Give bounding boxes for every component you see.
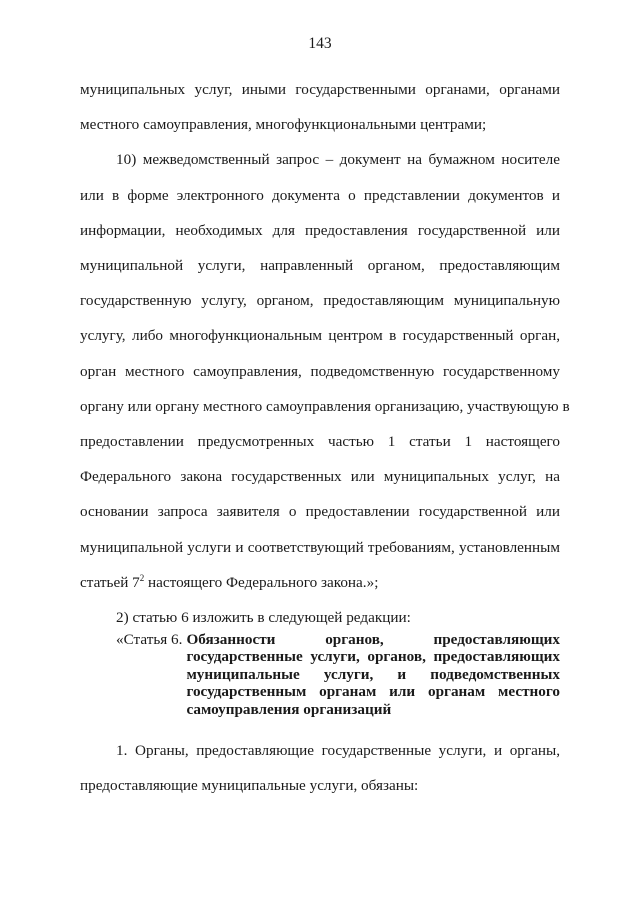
text-line: предоставляющие муниципальные услуги, обязаны: (80, 777, 419, 795)
text-line: муниципальных услуг, иными государственными органами, органами (80, 81, 560, 98)
text-line: орган местного самоуправления, подведомственную государственному (80, 362, 560, 380)
text-line: 2) статью 6 изложить в следующей редакции: (116, 609, 411, 627)
text-line: Федерального закона государственных или муниципальных услуг, на (80, 468, 560, 486)
text-line: 1. Органы, предоставляющие государственные услуги, и органы, (116, 742, 560, 759)
article-prefix: «Статья 6. (116, 631, 183, 648)
paragraph-item-2 (80, 600, 560, 635)
superscript: 2 (139, 572, 145, 583)
text-line: 10) межведомственный запрос – документ на бумажном носителе (116, 151, 560, 169)
text-line: местного самоуправления, многофункциональными центрами; (80, 116, 487, 134)
text-line: услугу, либо многофункциональным центром в государственный орган, (80, 327, 560, 345)
article-title-line: государственные услуги, органов, предоставляющих (186, 648, 560, 666)
text-line: органу или органу местного самоуправления организацию, участвующую в (80, 397, 570, 415)
article-title-line: муниципальные услуги, и подведомственных (186, 665, 560, 683)
article-title-line: самоуправления организаций (186, 700, 392, 718)
article-body (80, 733, 560, 803)
paragraph-item-10 (80, 142, 570, 600)
page-number: 143 (308, 35, 332, 52)
article-title-line: Обязанности органов, предоставляющих (186, 631, 560, 648)
paragraph-item-1 (80, 733, 560, 803)
text-line: государственную услугу, органом, предоставляющим муниципальную (80, 292, 560, 310)
text-line: муниципальной услуги, направленный органом, предоставляющим (80, 257, 560, 275)
text-line (80, 565, 560, 600)
text-line: предоставлении предусмотренных частью 1 статьи 1 настоящего (80, 433, 560, 451)
text-line: или в форме электронного документа о представлении документов и (80, 186, 560, 204)
text-fragment: статьей 7 (80, 573, 140, 591)
text-line: муниципальной услуги и соответствующий требованиям, установленным (80, 538, 560, 556)
article-title (182, 631, 560, 718)
paragraph-continuation (80, 72, 560, 142)
text-fragment: настоящего Федерального закона.»; (144, 573, 379, 591)
text-line: информации, необходимых для предоставления государственной или (80, 221, 560, 239)
article-heading (80, 631, 560, 718)
article-title-line: государственным органам или органам местного (186, 683, 560, 701)
text-line: основании запроса заявителя о предоставлении государственной или (80, 503, 560, 521)
document-body (80, 72, 570, 635)
